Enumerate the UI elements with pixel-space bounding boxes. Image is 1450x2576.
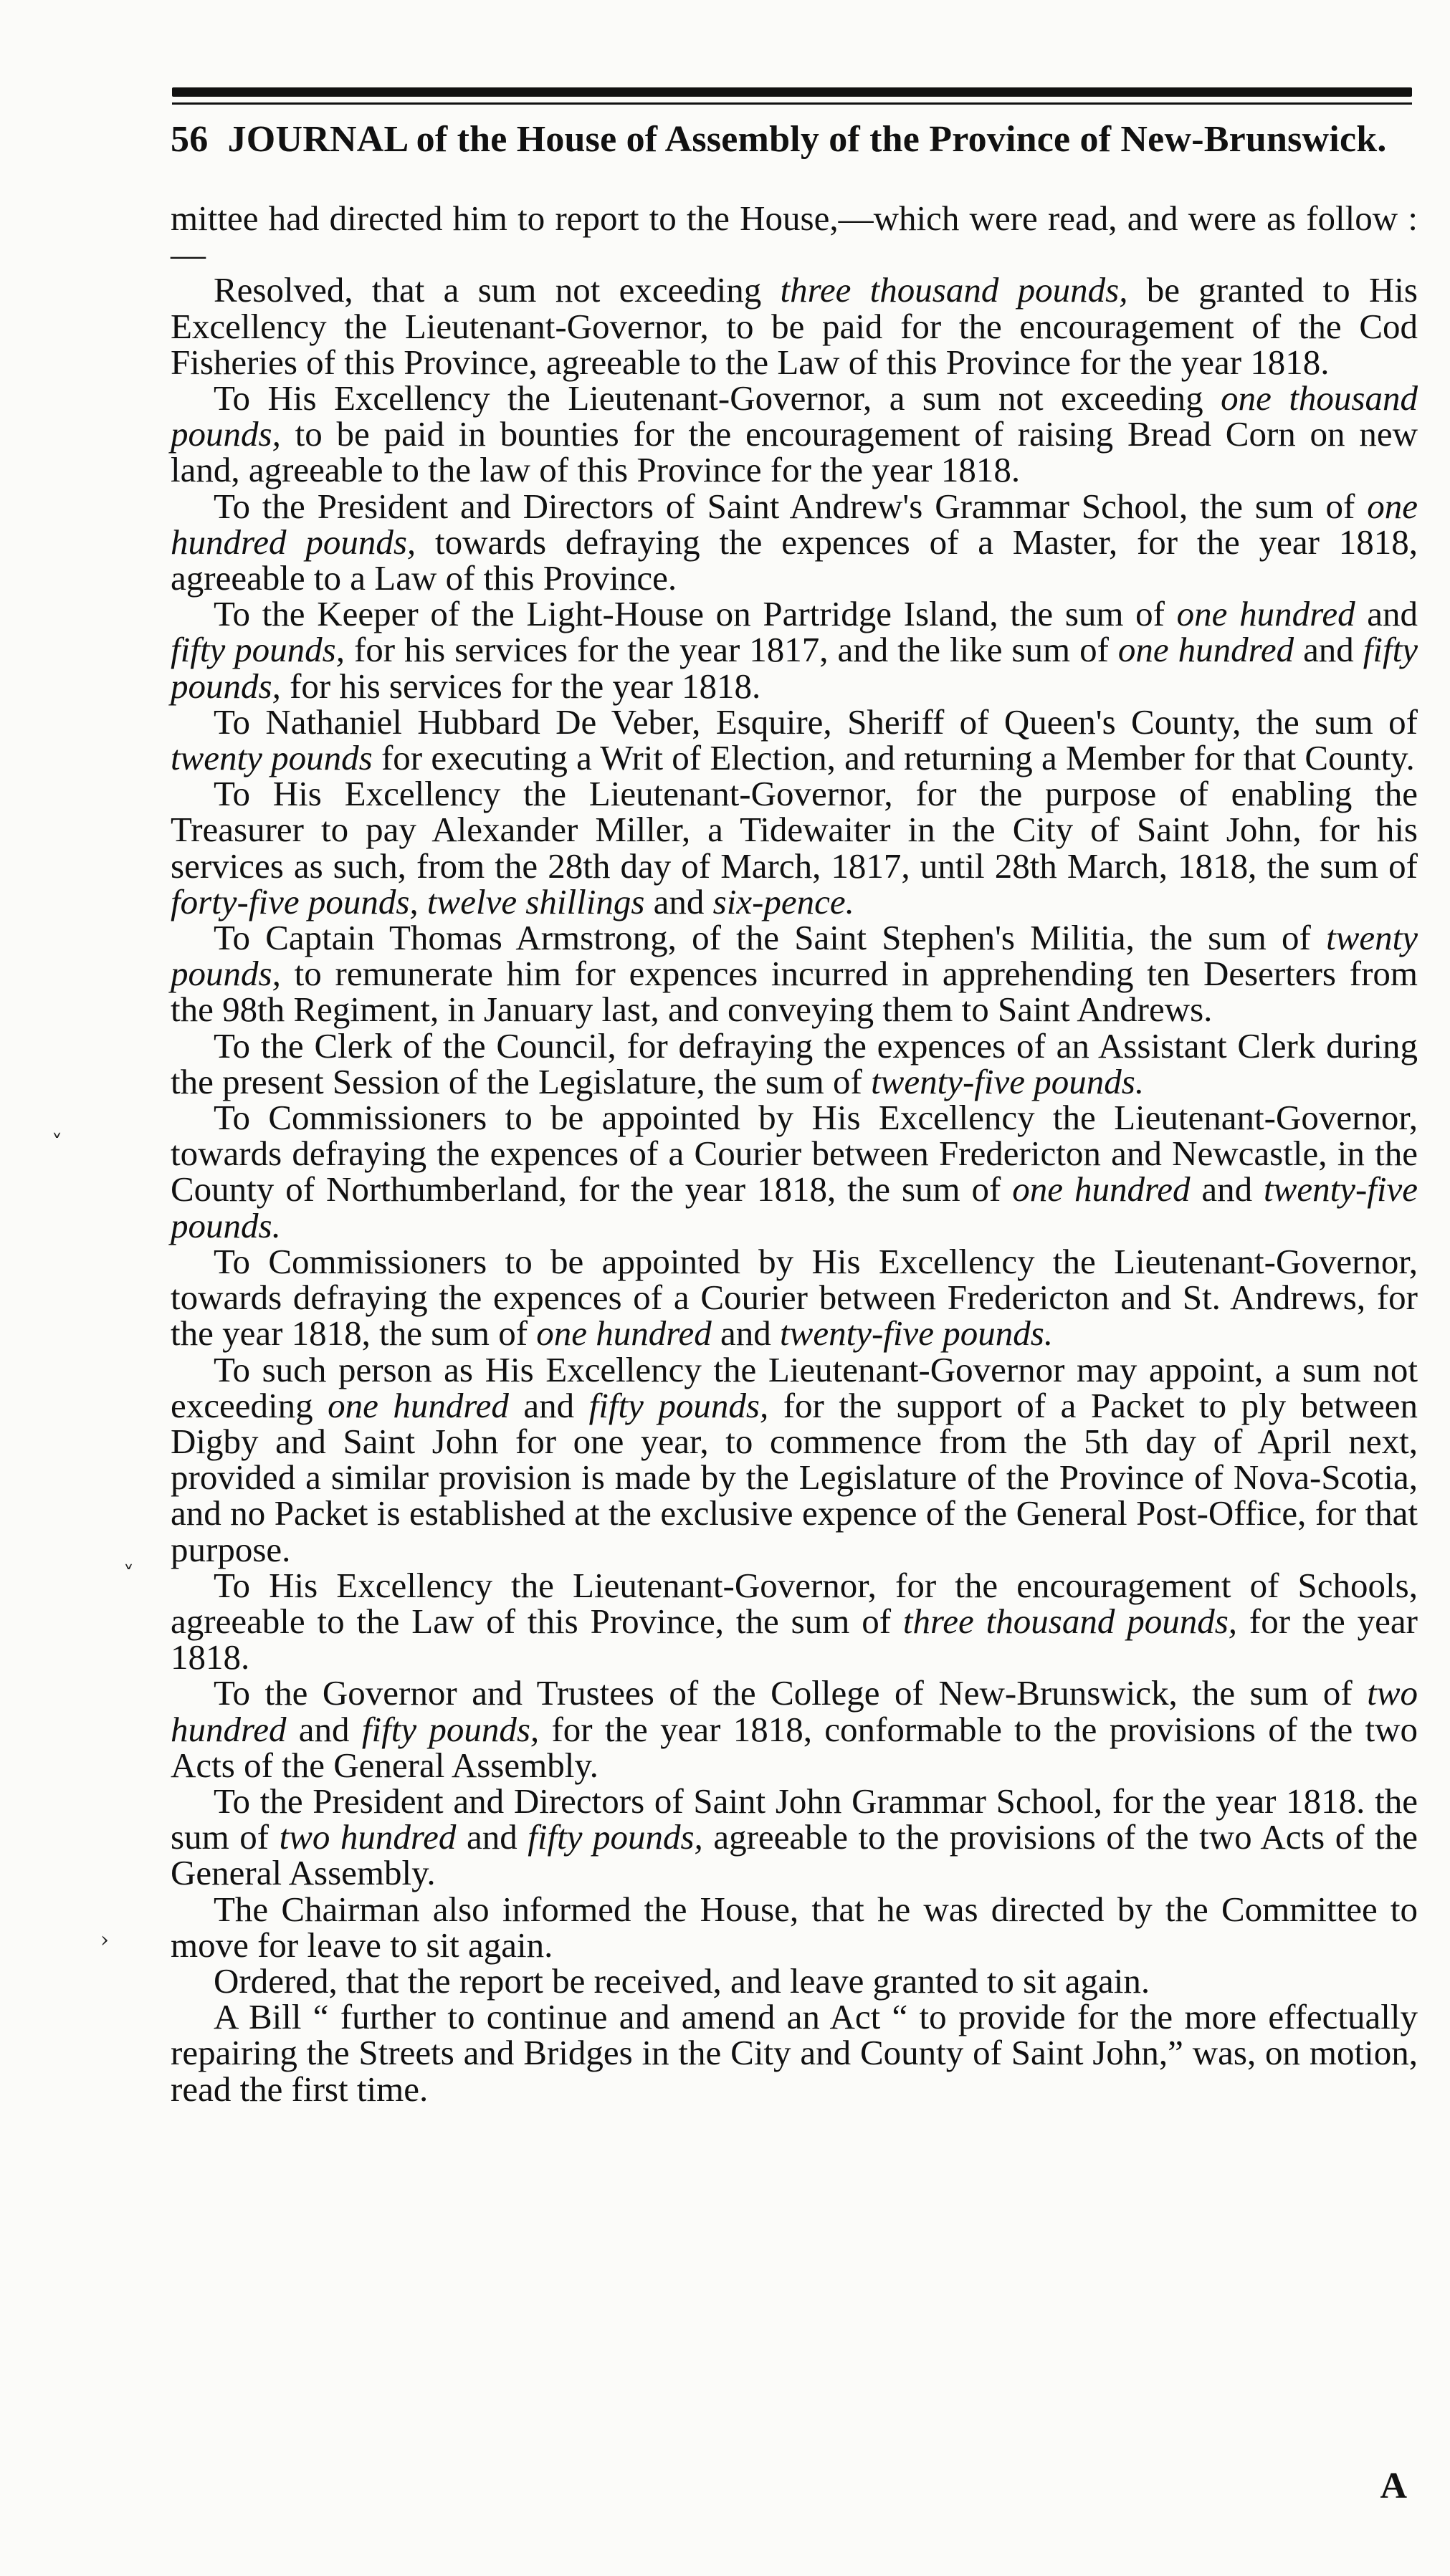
catchword: A: [1380, 2466, 1407, 2506]
italic-amount: one hundred: [1117, 630, 1294, 670]
italic-amount: twenty pounds: [171, 738, 373, 778]
text-run: and: [1294, 630, 1363, 670]
paragraph: [171, 596, 1418, 704]
text-run: To His Excellency the Lieutenant-Governor, for the purpose of enabling the Treasurer to pay Alexander Miller, a Tidewaiter in the City of Saint John, for his services as such, from the 28th day of March, 1817, until 28th March, 1818, the sum of: [171, 774, 1418, 886]
italic-amount: one thousand pounds,: [171, 378, 1418, 454]
text-run: and: [1355, 594, 1418, 634]
italic-amount: one hundred pounds,: [171, 486, 1418, 562]
text-run: To such person as His Excellency the Lieutenant-Governor may appoint, a sum not exceeding: [171, 1349, 1418, 1425]
text-run: and: [508, 1385, 589, 1425]
text-run: be granted to His Excellency the Lieutenant-Governor, to be paid for the encouragement of the Cod Fisheries of this Province, agreeable to the Law of this Province for the year 1818.: [171, 270, 1418, 382]
text-run: agreeable to the provisions of the two Acts of the General Assembly.: [171, 1817, 1418, 1893]
text-run: for his services for the year 1818.: [280, 666, 761, 706]
text-run: Ordered, that the report be received, and leave granted to sit again.: [214, 1960, 1150, 2001]
text-run: A Bill “ further to continue and amend an Act “ to provide for the more effectually repairing the Streets and Bridges in the City and County of Saint John,” was, on motion, read the first time.: [171, 1997, 1418, 2109]
italic-amount: one hundred: [1176, 594, 1355, 634]
text-run: for the year 1818, conformable to the provisions of the two Acts of the General Assembly.: [171, 1709, 1418, 1785]
paragraph: [171, 1241, 1418, 1354]
italic-amount: fifty pounds,: [528, 1817, 703, 1857]
italic-amount: one hundred: [328, 1385, 509, 1425]
text-run: and: [1190, 1169, 1264, 1210]
text-run: and: [644, 881, 713, 921]
text-run: The Chairman also informed the House, that he was directed by the Committee to move for leave to sit again.: [171, 1889, 1418, 1965]
text-run: for the year 1818.: [171, 1601, 1418, 1677]
journal-title: JOURNAL of the House of Assembly of the Province of New-Brunswick.: [227, 119, 1387, 160]
paragraph: [171, 380, 1418, 489]
text-run: to be paid in bounties for the encouragement of raising Bread Corn on new land, agreeable to the law of this Province for the year 1818.: [171, 414, 1418, 490]
italic-amount: fifty pounds,: [588, 1385, 769, 1425]
margin-mark: ›: [100, 1928, 109, 1953]
italic-amount: twenty-five pounds.: [780, 1313, 1054, 1354]
text-run: for the support of a Packet to ply between Digby and Saint John for one year, to commence from the 5th day of April next, provided a similar provision is made by the Legislature of the Province of Nova-Scotia, and no Packet is established at the exclusive expence of the General Post-Office, for that purpose.: [171, 1385, 1418, 1569]
text-run: for his services for the year 1817, and the like sum of: [345, 630, 1118, 670]
paragraph: [171, 920, 1418, 1028]
italic-amount: two hundred: [279, 1817, 457, 1857]
text-run: To the President and Directors of Saint John Grammar School, for the year 1818. the sum of: [171, 1781, 1418, 1857]
paragraph: [171, 1100, 1418, 1244]
text-run: To Captain Thomas Armstrong, of the Saint Stephen's Militia, the sum of: [214, 918, 1327, 958]
text-run: Resolved, that a sum not exceeding: [214, 270, 781, 310]
text-run: To His Excellency the Lieutenant-Governor, a sum not exceeding: [214, 378, 1221, 418]
text-run: and: [711, 1313, 781, 1354]
paragraph: [171, 776, 1418, 920]
paragraph: [171, 1025, 1418, 1101]
italic-amount: three thousand pounds,: [780, 270, 1128, 310]
text-run: mittee had directed him to report to the House,—which were read, and were as follow :—: [171, 198, 1418, 274]
paragraph: [171, 1675, 1418, 1783]
page-number: 56: [171, 119, 209, 160]
paragraph: [171, 1783, 1418, 1892]
text-run: for executing a Writ of Election, and returning a Member for that County.: [372, 738, 1415, 778]
text-run: towards defraying the expences of a Master, for the year 1818, agreeable to a Law of this Province.: [171, 522, 1418, 598]
italic-amount: one hundred: [1012, 1169, 1191, 1210]
italic-amount: twenty pounds,: [171, 918, 1418, 994]
italic-amount: fifty pounds,: [361, 1709, 540, 1749]
paragraph: [171, 272, 1418, 380]
text-run: To Commissioners to be appointed by His Excellency the Lieutenant-Governor, towards defraying the expences of a Courier between Fredericton and St. Andrews, for the year 1818, the sum of: [171, 1241, 1418, 1354]
text-run: To His Excellency the Lieutenant-Governor, for the encouragement of Schools, agreeable to the Law of this Province, the sum of: [171, 1565, 1418, 1641]
italic-amount: three thousand pounds,: [902, 1601, 1238, 1641]
paragraph: [171, 1349, 1418, 1569]
paragraph: [171, 1565, 1418, 1677]
running-header: [171, 115, 1425, 165]
italic-amount: six-pence.: [712, 881, 854, 921]
paragraph: [171, 198, 1418, 274]
text-run: To the Governor and Trustees of the College of New-Brunswick, the sum of: [214, 1673, 1368, 1713]
italic-amount: fifty pounds,: [171, 630, 1418, 706]
text-run: to remunerate him for expences incurred in apprehending ten Deserters from the 98th Regiment, in January last, and conveying them to Saint Andrews.: [171, 954, 1418, 1030]
text-run: and: [286, 1709, 362, 1749]
text-run: To the Clerk of the Council, for defraying the expences of an Assistant Clerk during the present Session of the Legislature, the sum of: [171, 1025, 1418, 1101]
margin-mark: ˅: [123, 1562, 134, 1587]
header-rule-thin: [172, 102, 1412, 105]
paragraph: [171, 1999, 1418, 2107]
italic-amount: twenty-five pounds.: [871, 1061, 1145, 1101]
text-run: To Nathaniel Hubbard De Veber, Esquire, Sheriff of Queen's County, the sum of: [214, 702, 1418, 742]
italic-amount: one hundred: [536, 1313, 712, 1354]
italic-amount: fifty pounds,: [171, 630, 345, 670]
text-run: To the Keeper of the Light-House on Partridge Island, the sum of: [214, 594, 1177, 634]
paragraph: [171, 1889, 1418, 1965]
margin-mark: ˅: [52, 1131, 62, 1156]
italic-amount: twenty-five pounds.: [171, 1169, 1418, 1245]
text-run: To Commissioners to be appointed by His Excellency the Lieutenant-Governor, towards defraying the expences of a Courier between Fredericton and Newcastle, in the County of Northumberland, for the year 1818, the sum of: [171, 1098, 1418, 1210]
italic-amount: two hundred: [171, 1673, 1418, 1749]
paragraph: [171, 486, 1418, 598]
text-run: and: [456, 1817, 528, 1857]
italic-amount: forty-five pounds, twelve shillings: [171, 881, 645, 921]
text-run: To the President and Directors of Saint Andrew's Grammar School, the sum of: [214, 486, 1368, 526]
paragraph: [171, 704, 1418, 776]
header-rule-thick: [172, 87, 1412, 97]
journal-body: [171, 198, 1418, 2109]
paragraph: [171, 1960, 1418, 2001]
